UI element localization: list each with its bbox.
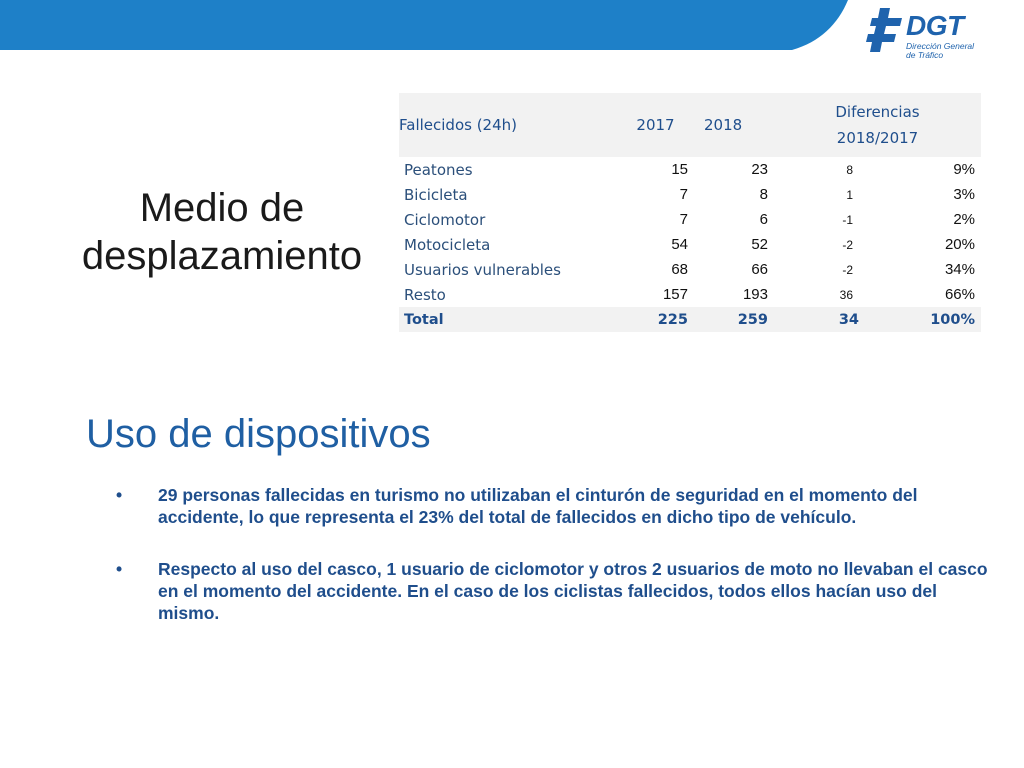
header-label: Fallecidos (24h) bbox=[399, 116, 518, 134]
table-header-row bbox=[399, 93, 981, 157]
bullet-text: 29 personas fallecidas en turismo no utilizaban el cinturón de seguridad en el momento del accidente, lo que representa el 23% del total de fallecidos en dicho tipo de vehículo. bbox=[158, 485, 918, 527]
row-pct: 2% bbox=[953, 211, 975, 228]
row-2018: 66 bbox=[751, 261, 768, 278]
row-label: Resto bbox=[404, 285, 446, 304]
row-label: Motocicleta bbox=[404, 235, 491, 254]
table-row bbox=[399, 157, 981, 182]
row-2018: 23 bbox=[751, 161, 768, 178]
logo-subtitle-line1: Dirección General bbox=[906, 41, 975, 51]
row-diff: 8 bbox=[846, 162, 853, 177]
devices-bullet-list bbox=[116, 484, 996, 654]
section-title-line2: desplazamiento bbox=[81, 234, 363, 278]
row-2018: 6 bbox=[759, 211, 768, 228]
header-diff-line1: Diferencias bbox=[835, 103, 920, 121]
header-2017: 2017 bbox=[636, 116, 675, 134]
row-label: Bicicleta bbox=[404, 185, 468, 204]
row-diff: -2 bbox=[842, 237, 853, 252]
row-2018: 8 bbox=[759, 186, 768, 203]
bullet-item bbox=[116, 484, 996, 528]
row-diff: -1 bbox=[842, 212, 853, 227]
row-pct: 3% bbox=[953, 186, 975, 203]
row-diff: -2 bbox=[842, 262, 853, 277]
header-diff bbox=[774, 93, 981, 157]
total-label: Total bbox=[404, 311, 444, 328]
table-row bbox=[399, 232, 981, 257]
row-diff: 1 bbox=[846, 187, 853, 202]
row-2017: 15 bbox=[671, 161, 688, 178]
bullet-dot-icon: • bbox=[116, 559, 123, 579]
table-row bbox=[399, 207, 981, 232]
row-2017: 157 bbox=[662, 286, 688, 303]
row-pct: 34% bbox=[944, 261, 975, 278]
row-2017: 54 bbox=[671, 236, 688, 253]
row-2017: 7 bbox=[679, 211, 688, 228]
row-diff: 36 bbox=[839, 287, 853, 302]
row-2017: 68 bbox=[671, 261, 688, 278]
total-2018: 259 bbox=[737, 311, 768, 328]
row-pct: 9% bbox=[953, 161, 975, 178]
table-row bbox=[399, 282, 981, 307]
logo-wordmark: DGT bbox=[906, 10, 964, 41]
logo-subtitle-line2: de Tráfico bbox=[906, 50, 944, 60]
fatalities-table bbox=[399, 93, 981, 332]
dgt-emblem-icon bbox=[866, 6, 906, 56]
table-row bbox=[399, 257, 981, 282]
table-total-row bbox=[399, 307, 981, 332]
bullet-dot-icon: • bbox=[116, 485, 123, 505]
table-row bbox=[399, 182, 981, 207]
row-2017: 7 bbox=[679, 186, 688, 203]
row-label: Usuarios vulnerables bbox=[404, 260, 561, 279]
header-diff-line2: 2018/2017 bbox=[836, 129, 919, 147]
total-diff: 34 bbox=[838, 311, 859, 328]
section-title bbox=[60, 184, 384, 280]
total-pct: 100% bbox=[930, 311, 975, 328]
logo-subtitle bbox=[906, 42, 986, 60]
header-2018: 2018 bbox=[704, 116, 743, 134]
section-title-line1: Medio de bbox=[139, 186, 305, 230]
row-2018: 52 bbox=[751, 236, 768, 253]
total-2017: 225 bbox=[657, 311, 688, 328]
row-pct: 66% bbox=[944, 286, 975, 303]
row-2018: 193 bbox=[742, 286, 768, 303]
devices-title: Uso de dispositivos bbox=[86, 412, 431, 456]
row-label: Peatones bbox=[404, 160, 473, 179]
bullet-text: Respecto al uso del casco, 1 usuario de ciclomotor y otros 2 usuarios de moto no llevaban el casco en el momento del accidente. En el caso de los ciclistas fallecidos, todos ellos hacían uso del mismo. bbox=[158, 559, 988, 623]
row-label: Ciclomotor bbox=[404, 210, 486, 229]
fatalities-table-wrapper bbox=[399, 93, 981, 332]
row-pct: 20% bbox=[944, 236, 975, 253]
bullet-item bbox=[116, 558, 996, 624]
